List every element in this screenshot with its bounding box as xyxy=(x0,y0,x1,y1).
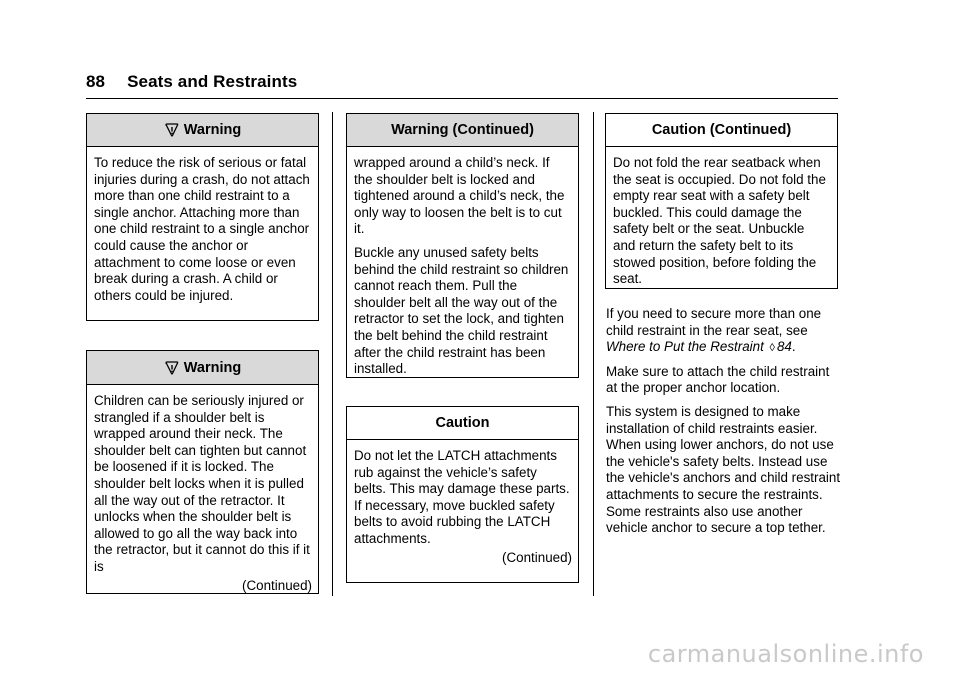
caution-continued-header: Caution (Continued) xyxy=(606,114,837,147)
column-separator-left xyxy=(332,112,333,596)
warning-box-anchor xyxy=(86,113,319,321)
caution-box-header: Caution xyxy=(347,407,578,440)
section-title: Seats and Restraints xyxy=(127,72,298,91)
warning-triangle-icon xyxy=(164,360,180,376)
caution-box-text xyxy=(347,440,578,548)
warning-box-header xyxy=(87,114,318,147)
continued-label: (Continued) xyxy=(242,577,312,593)
warning-triangle-icon xyxy=(164,122,180,138)
warning-text: To reduce the risk of serious or fatal injuries during a crash, do not attach more than one child restraint to a single anchor. Attaching more than one child restraint to a single anchor could cause the anchor or attachment to come loose or even break during a crash. A child or others could be injured. xyxy=(94,155,310,303)
caution-box-latch xyxy=(346,406,579,583)
warning-box-header xyxy=(87,351,318,385)
warning-continued-para1: wrapped around a child’s neck. If the shoulder belt is locked and tightened around a child’s neck, the only way to loosen the belt is to cut it. xyxy=(354,155,565,237)
body-para-secure-more: If you need to secure more than one child restraint in the rear seat, see Where to Put the Restraint ◊ 84. xyxy=(606,306,822,355)
body-para-anchor-location: Make sure to attach the child restraint at the proper anchor location. xyxy=(606,363,830,396)
page-reference-icon: ◊ xyxy=(769,342,775,355)
warning-box-text xyxy=(87,147,318,304)
page-reference-number[interactable]: 84 xyxy=(776,339,792,355)
body-para-system-design: This system is designed to make installation of child restraints easier. When using lower anchors, do not use the vehicle's safety belts. Instead use the vehicle's anchors and child restraint attachments to secure the restraints. Some restraints also use another vehicle anchor to secure a top tether. xyxy=(606,403,841,536)
cross-reference-link[interactable]: Where to Put the Restraint xyxy=(606,339,764,355)
continued-label: (Continued) xyxy=(502,549,572,565)
caution-continued-box xyxy=(605,113,838,289)
body-text xyxy=(606,306,842,544)
caution-continued-para: Do not fold the rear seatback when the seat is occupied. Do not fold the empty rear seat with a safety belt buckled. This could damage the safety belt or the seat. Unbuckle and return the safety belt to its stowed position, before folding the seat. xyxy=(613,155,826,287)
header-rule xyxy=(86,98,838,99)
warning-continued-box xyxy=(346,113,579,378)
page-number: 88 xyxy=(86,72,106,91)
warning-box-title: Warning xyxy=(183,122,242,138)
warning-text: Children can be seriously injured or strangled if a shoulder belt is wrapped around their neck. The shoulder belt can tighten but cannot be loosened if it is locked. The shoulder belt locks when it is pulled all the way out of the retractor. It unlocks when the shoulder belt is allowed to go all the way back into the retractor, but it cannot do this if it is xyxy=(94,393,310,574)
warning-box-title: Warning xyxy=(183,359,242,376)
warning-continued-text xyxy=(347,147,578,378)
warning-continued-para2: Buckle any unused safety belts behind the child restraint so children cannot reach them. Pull the shoulder belt all the way out of the retractor to set the lock, and tighten the belt behind the child restraint after the child restraint has been installed. xyxy=(354,244,569,377)
caution-continued-text xyxy=(606,147,837,288)
page-header xyxy=(86,72,297,92)
watermark: carmanualsonline.info xyxy=(647,640,924,668)
warning-box-text xyxy=(87,385,318,576)
caution-text: Do not let the LATCH attachments rub against the vehicle’s safety belts. This may damage these parts. If necessary, move buckled safety belts to avoid rubbing the LATCH attachments. xyxy=(354,448,570,546)
warning-continued-header: Warning (Continued) xyxy=(347,114,578,147)
column-separator-right xyxy=(593,112,594,596)
warning-box-shoulder-belt xyxy=(86,350,319,594)
